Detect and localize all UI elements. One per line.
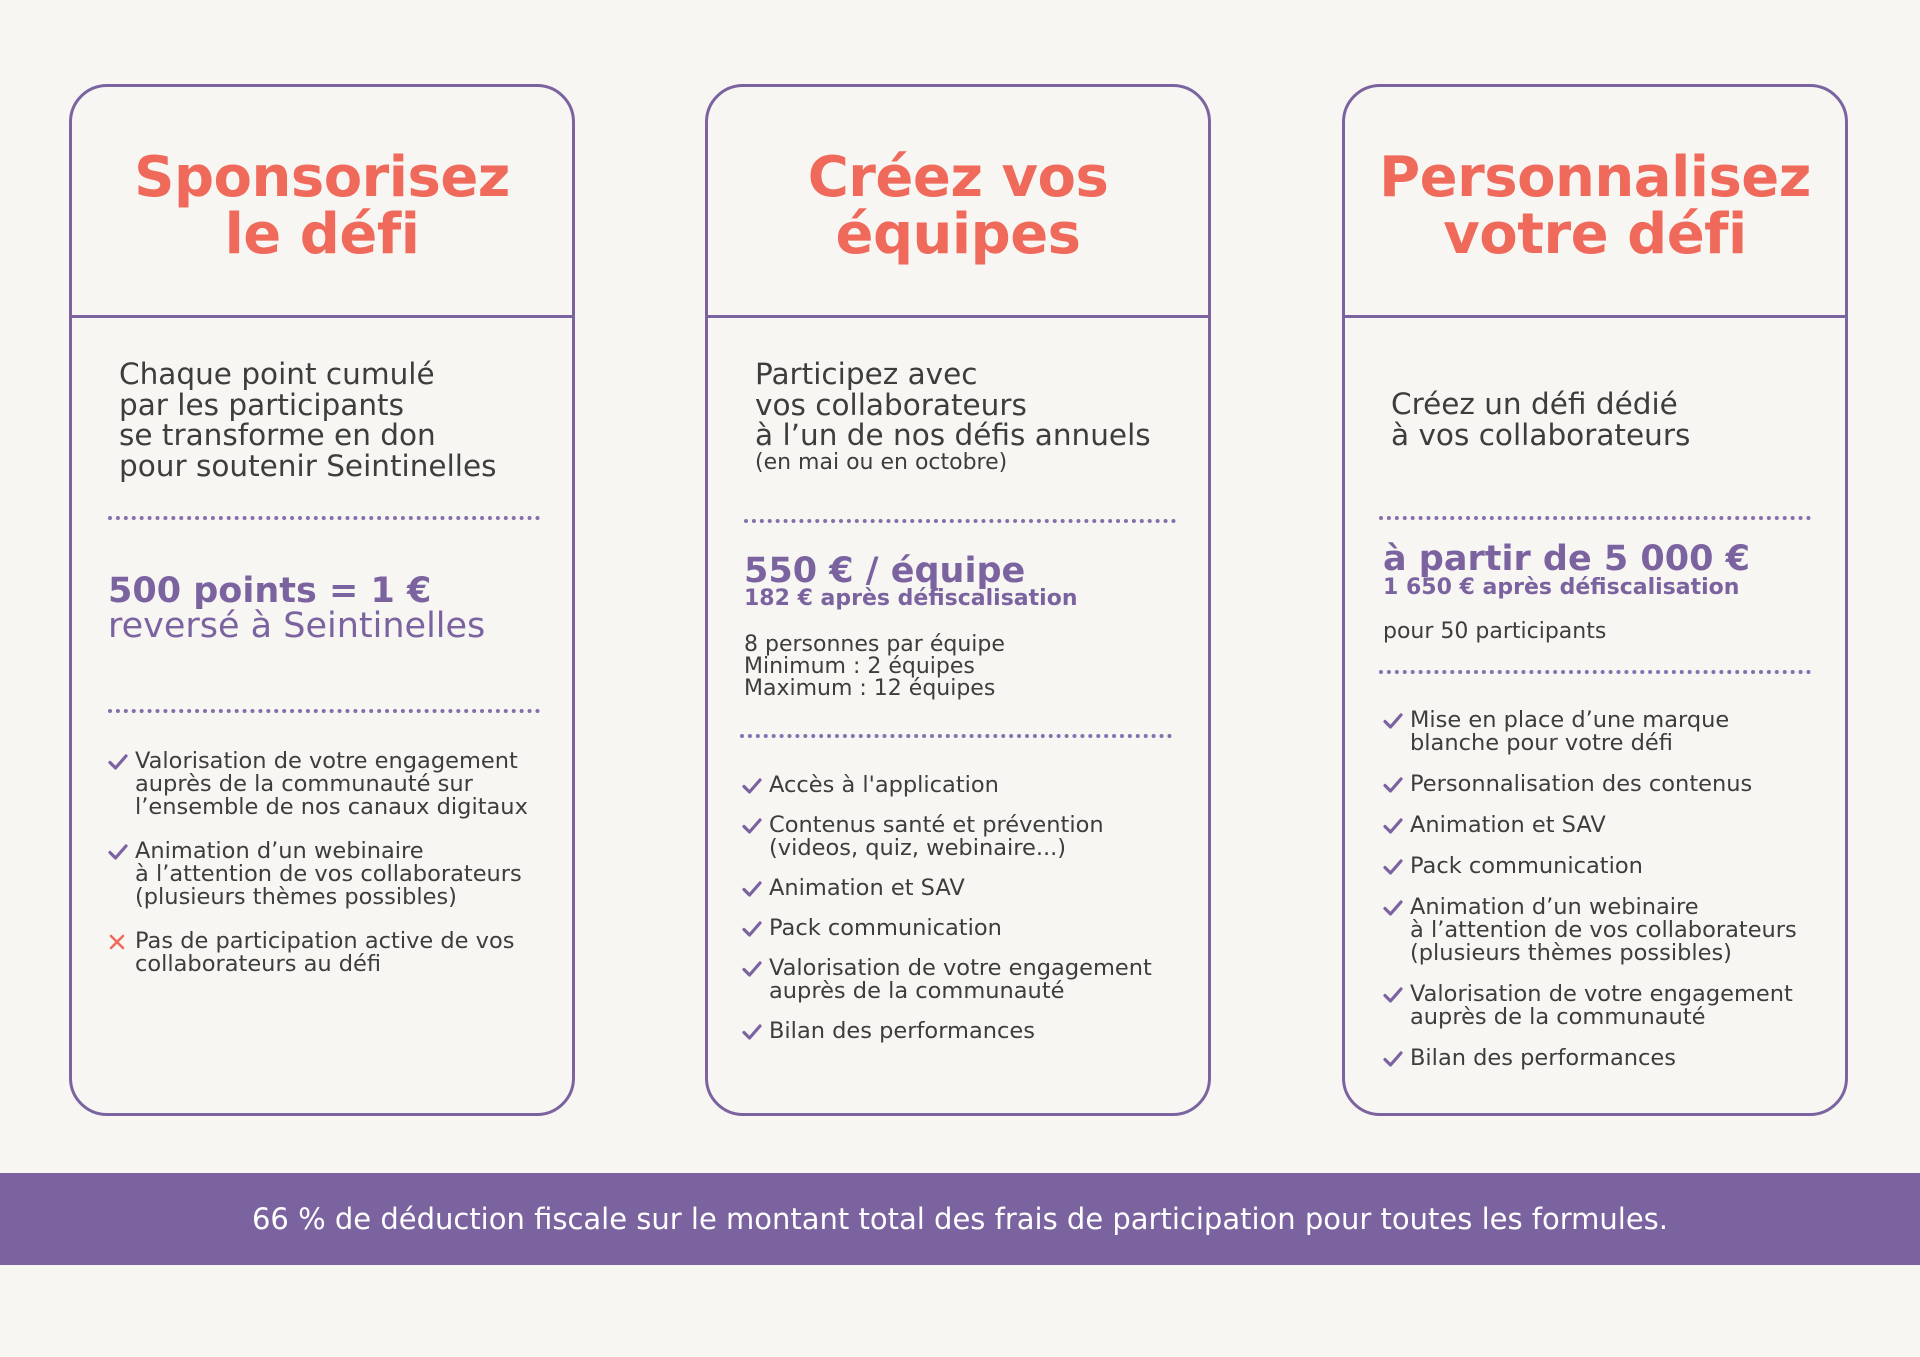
feature-item <box>1383 814 1797 837</box>
detail-line: Maximum : 12 équipes <box>744 676 996 701</box>
check-icon <box>742 957 769 977</box>
feature-text: Animation d’un webinaire <box>135 838 424 864</box>
feature-item <box>1383 773 1797 796</box>
feature-item <box>1383 1047 1797 1070</box>
feature-item <box>108 840 528 909</box>
feature-text: l’ensemble de nos canaux digitaux <box>135 794 528 820</box>
dotted-divider <box>1379 670 1811 674</box>
check-icon <box>742 917 769 937</box>
detail-line: Minimum : 2 équipes <box>744 654 975 679</box>
check-icon <box>1383 1047 1410 1067</box>
feature-text: Animation et SAV <box>1410 812 1606 838</box>
price-main: à partir de 5 000 € <box>1383 539 1751 579</box>
intro-line: par les participants <box>119 387 404 422</box>
feature-text: Animation d’un webinaire <box>1410 894 1699 920</box>
intro-line: pour soutenir Seintinelles <box>119 448 497 483</box>
intro-line: à vos collaborateurs <box>1391 417 1691 452</box>
intro-line: Chaque point cumulé <box>119 357 435 391</box>
feature-item <box>742 774 1152 797</box>
feature-text: Valorisation de votre engagement <box>1410 981 1793 1007</box>
feature-text: Mise en place d’une marque <box>1410 707 1730 733</box>
feature-text: Pas de participation active de vos <box>135 928 515 954</box>
feature-text: (videos, quiz, webinaire...) <box>769 835 1067 861</box>
card-title-line: équipes <box>835 202 1081 267</box>
intro-line: Créez un défi dédié <box>1391 387 1678 421</box>
detail-line: pour 50 participants <box>1383 619 1607 644</box>
dotted-divider <box>744 519 1176 523</box>
check-icon <box>1383 814 1410 834</box>
feature-text: à l’attention de vos collaborateurs <box>135 861 522 887</box>
price-after-tax: 182 € après défiscalisation <box>744 586 1078 611</box>
feature-text: auprès de la communauté <box>1410 1004 1706 1030</box>
card-teams <box>705 84 1211 1116</box>
feature-text: Valorisation de votre engagement <box>769 955 1152 981</box>
intro-line: se transforme en don <box>119 418 436 452</box>
detail-line: 8 personnes par équipe <box>744 632 1005 657</box>
feature-text: auprès de la communauté sur <box>135 771 473 797</box>
feature-item <box>742 917 1152 940</box>
feature-text: Valorisation de votre engagement <box>135 748 518 774</box>
feature-item <box>108 750 528 819</box>
feature-text: Bilan des performances <box>1410 1045 1676 1071</box>
feature-text: Pack communication <box>1410 853 1643 879</box>
intro-note: (en mai ou en octobre) <box>755 449 1008 475</box>
feature-text: auprès de la communauté <box>769 978 1065 1004</box>
tax-deduction-text: 66 % de déduction fiscale sur le montant total des frais de participation pour toutes les formules. <box>251 1202 1669 1236</box>
intro-line: vos collaborateurs <box>755 387 1027 422</box>
feature-text: Animation et SAV <box>769 875 965 901</box>
feature-list <box>1383 709 1797 1070</box>
check-icon <box>108 750 135 770</box>
feature-list <box>742 774 1152 1043</box>
check-icon <box>742 814 769 834</box>
intro-line: Participez avec <box>755 357 978 391</box>
check-icon <box>1383 855 1410 875</box>
feature-text: Contenus santé et prévention <box>769 812 1104 838</box>
dotted-divider <box>108 516 540 520</box>
feature-text: Personnalisation des contenus <box>1410 771 1753 797</box>
cross-icon <box>108 930 135 950</box>
participants-detail <box>1383 621 1606 643</box>
card-intro <box>119 359 497 481</box>
check-icon <box>742 1020 769 1040</box>
feature-list <box>108 750 528 976</box>
feature-text: Bilan des performances <box>769 1018 1035 1044</box>
feature-item <box>1383 855 1797 878</box>
feature-text: blanche pour votre défi <box>1410 730 1673 756</box>
card-sponsor <box>69 84 575 1116</box>
feature-item <box>742 877 1152 900</box>
feature-item <box>742 1020 1152 1043</box>
dotted-divider <box>1379 516 1811 520</box>
feature-item <box>742 957 1152 1003</box>
card-title-line: le défi <box>224 202 420 267</box>
feature-text: Accès à l'application <box>769 772 999 798</box>
price-after-tax: 1 650 € après défiscalisation <box>1383 575 1740 600</box>
feature-item <box>1383 983 1797 1029</box>
check-icon <box>742 877 769 897</box>
card-intro <box>1391 389 1690 450</box>
dotted-divider <box>740 734 1172 738</box>
price-main: 550 € / équipe <box>744 551 1026 591</box>
intro-line: à l’un de nos défis annuels <box>755 418 1151 452</box>
feature-item <box>108 930 528 976</box>
feature-text: (plusieurs thèmes possibles) <box>135 884 457 910</box>
price-main: 500 points = 1 € <box>108 571 432 611</box>
card-custom <box>1342 84 1848 1116</box>
check-icon <box>742 774 769 794</box>
card-header <box>72 87 572 318</box>
feature-text: à l’attention de vos collaborateurs <box>1410 917 1797 943</box>
feature-text: Pack communication <box>769 915 1002 941</box>
feature-text: (plusieurs thèmes possibles) <box>1410 940 1732 966</box>
feature-item <box>1383 709 1797 755</box>
price-secondary: reversé à Seintinelles <box>108 606 486 646</box>
feature-item <box>742 814 1152 860</box>
card-title-line: votre défi <box>1443 202 1747 267</box>
card-title-line: Sponsorisez <box>134 145 510 210</box>
check-icon <box>1383 709 1410 729</box>
check-icon <box>1383 983 1410 1003</box>
check-icon <box>1383 896 1410 916</box>
dotted-divider <box>108 709 540 713</box>
card-intro <box>755 359 1151 475</box>
tax-deduction-banner <box>0 1173 1920 1265</box>
card-header <box>708 87 1208 318</box>
feature-item <box>1383 896 1797 965</box>
team-details <box>744 634 1005 700</box>
feature-text: collaborateurs au défi <box>135 951 382 977</box>
card-title-line: Personnalisez <box>1379 145 1811 210</box>
check-icon <box>1383 773 1410 793</box>
card-title-line: Créez vos <box>807 145 1109 210</box>
check-icon <box>108 840 135 860</box>
card-header <box>1345 87 1845 318</box>
